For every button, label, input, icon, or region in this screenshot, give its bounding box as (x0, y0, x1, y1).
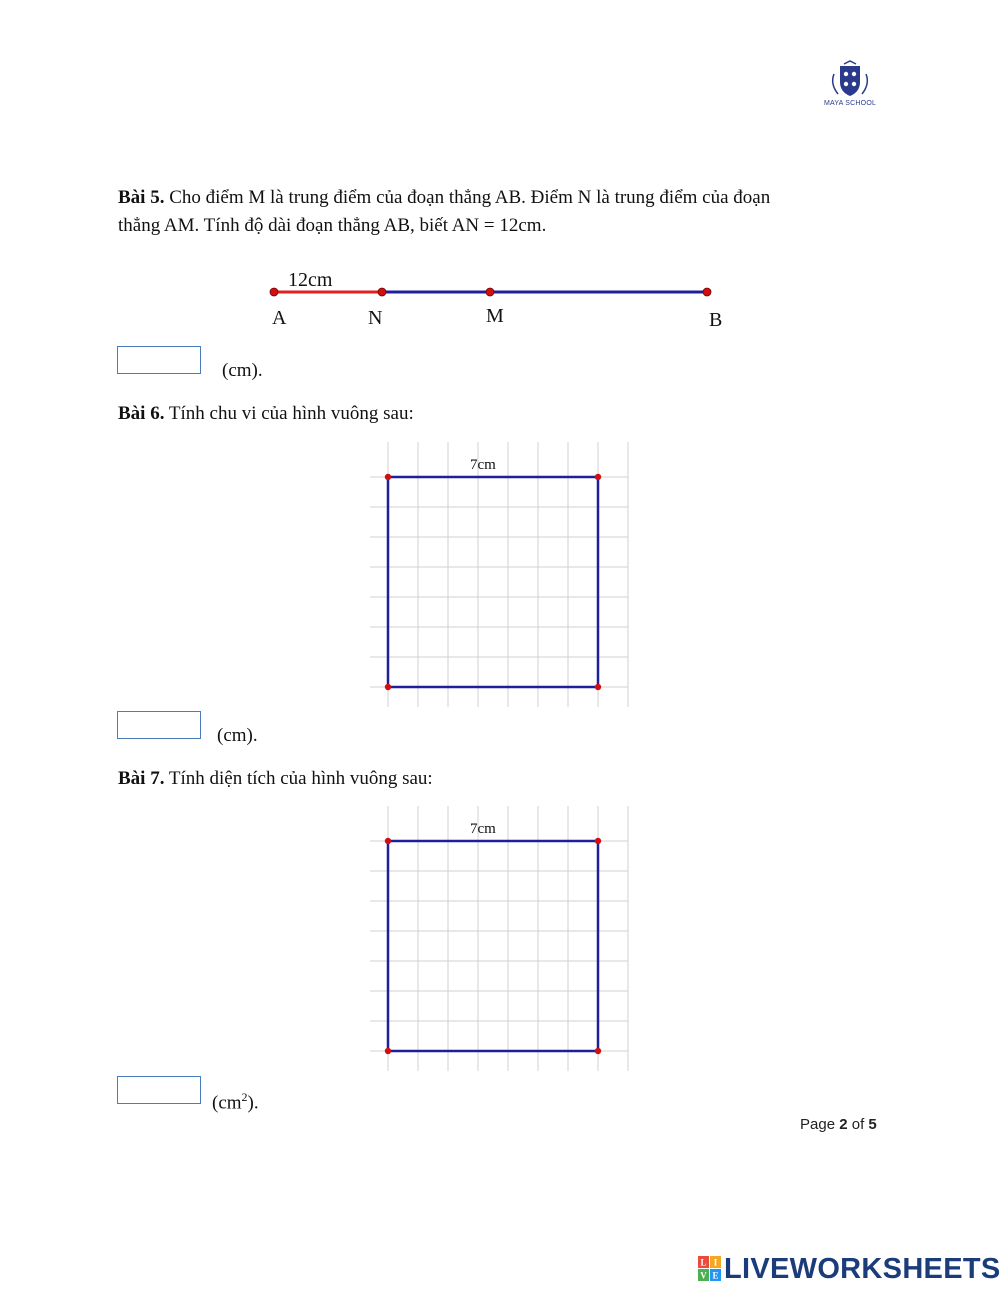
segment-label: 12cm (288, 269, 333, 291)
page-word: Page (800, 1116, 836, 1133)
square (388, 841, 598, 1051)
unit-6: (cm). (217, 725, 258, 746)
exercise-6-title: Bài 6. (118, 403, 165, 424)
school-logo (814, 60, 886, 114)
answer-box-6[interactable] (117, 711, 201, 739)
exercise-5-title: Bài 5. (118, 187, 165, 208)
answer-box-7[interactable] (117, 1076, 201, 1104)
square-figure-area (370, 806, 632, 1074)
corner-point (385, 1048, 391, 1054)
point-b (703, 288, 711, 296)
svg-text:V: V (700, 1270, 707, 1281)
svg-text:I: I (713, 1257, 718, 1268)
page-number (800, 1116, 877, 1133)
unit-7-sup: 2 (241, 1090, 248, 1104)
corner-point (595, 1048, 601, 1054)
exercise-5-line2: thẳng AM. Tính độ dài đoạn thẳng AB, biết AN = 12cm. (118, 215, 547, 236)
exercise-7-question: Tính diện tích của hình vuông sau: (168, 768, 433, 789)
label-n: N (368, 307, 383, 329)
corner-point (595, 838, 601, 844)
school-crest-icon (814, 60, 886, 100)
label-m: M (486, 305, 504, 327)
svg-text:E: E (712, 1270, 719, 1281)
answer-box-5[interactable] (117, 346, 201, 374)
exercise-7-text (118, 765, 433, 793)
exercise-6-text (118, 400, 414, 428)
exercise-6-question: Tính chu vi của hình vuông sau: (168, 403, 414, 424)
side-label: 7cm (470, 821, 496, 837)
corner-point (595, 474, 601, 480)
corner-point (385, 474, 391, 480)
liveworksheets-watermark (698, 1252, 1000, 1286)
corner-point (385, 684, 391, 690)
label-a: A (272, 307, 287, 329)
exercise-5-line1: Cho điểm M là trung điểm của đoạn thẳng AB. Điểm N là trung điểm của đoạn (169, 187, 771, 208)
side-label: 7cm (470, 457, 496, 473)
liveworksheets-text: LIVEWORKSHEETS (724, 1252, 1000, 1285)
grid (370, 442, 628, 707)
of-word: of (851, 1116, 865, 1133)
unit-5: (cm). (222, 360, 263, 381)
page-current: 2 (839, 1116, 848, 1133)
point-a (270, 288, 278, 296)
unit-7-close: ). (247, 1092, 259, 1114)
square (388, 477, 598, 687)
unit-7-open: (cm (212, 1092, 242, 1114)
point-m (486, 288, 494, 296)
corner-point (595, 684, 601, 690)
exercise-7-title: Bài 7. (118, 768, 165, 789)
page-total: 5 (868, 1116, 877, 1133)
point-n (378, 288, 386, 296)
segment-diagram (260, 262, 740, 334)
unit-7 (212, 1090, 259, 1114)
square-figure-perimeter (370, 442, 632, 710)
grid (370, 806, 628, 1071)
svg-text:L: L (700, 1257, 707, 1268)
label-b: B (709, 309, 723, 331)
liveworksheets-badge-icon (698, 1256, 722, 1282)
exercise-5-text (118, 184, 878, 240)
corner-point (385, 838, 391, 844)
logo-text: MAYA SCHOOL (823, 100, 877, 107)
